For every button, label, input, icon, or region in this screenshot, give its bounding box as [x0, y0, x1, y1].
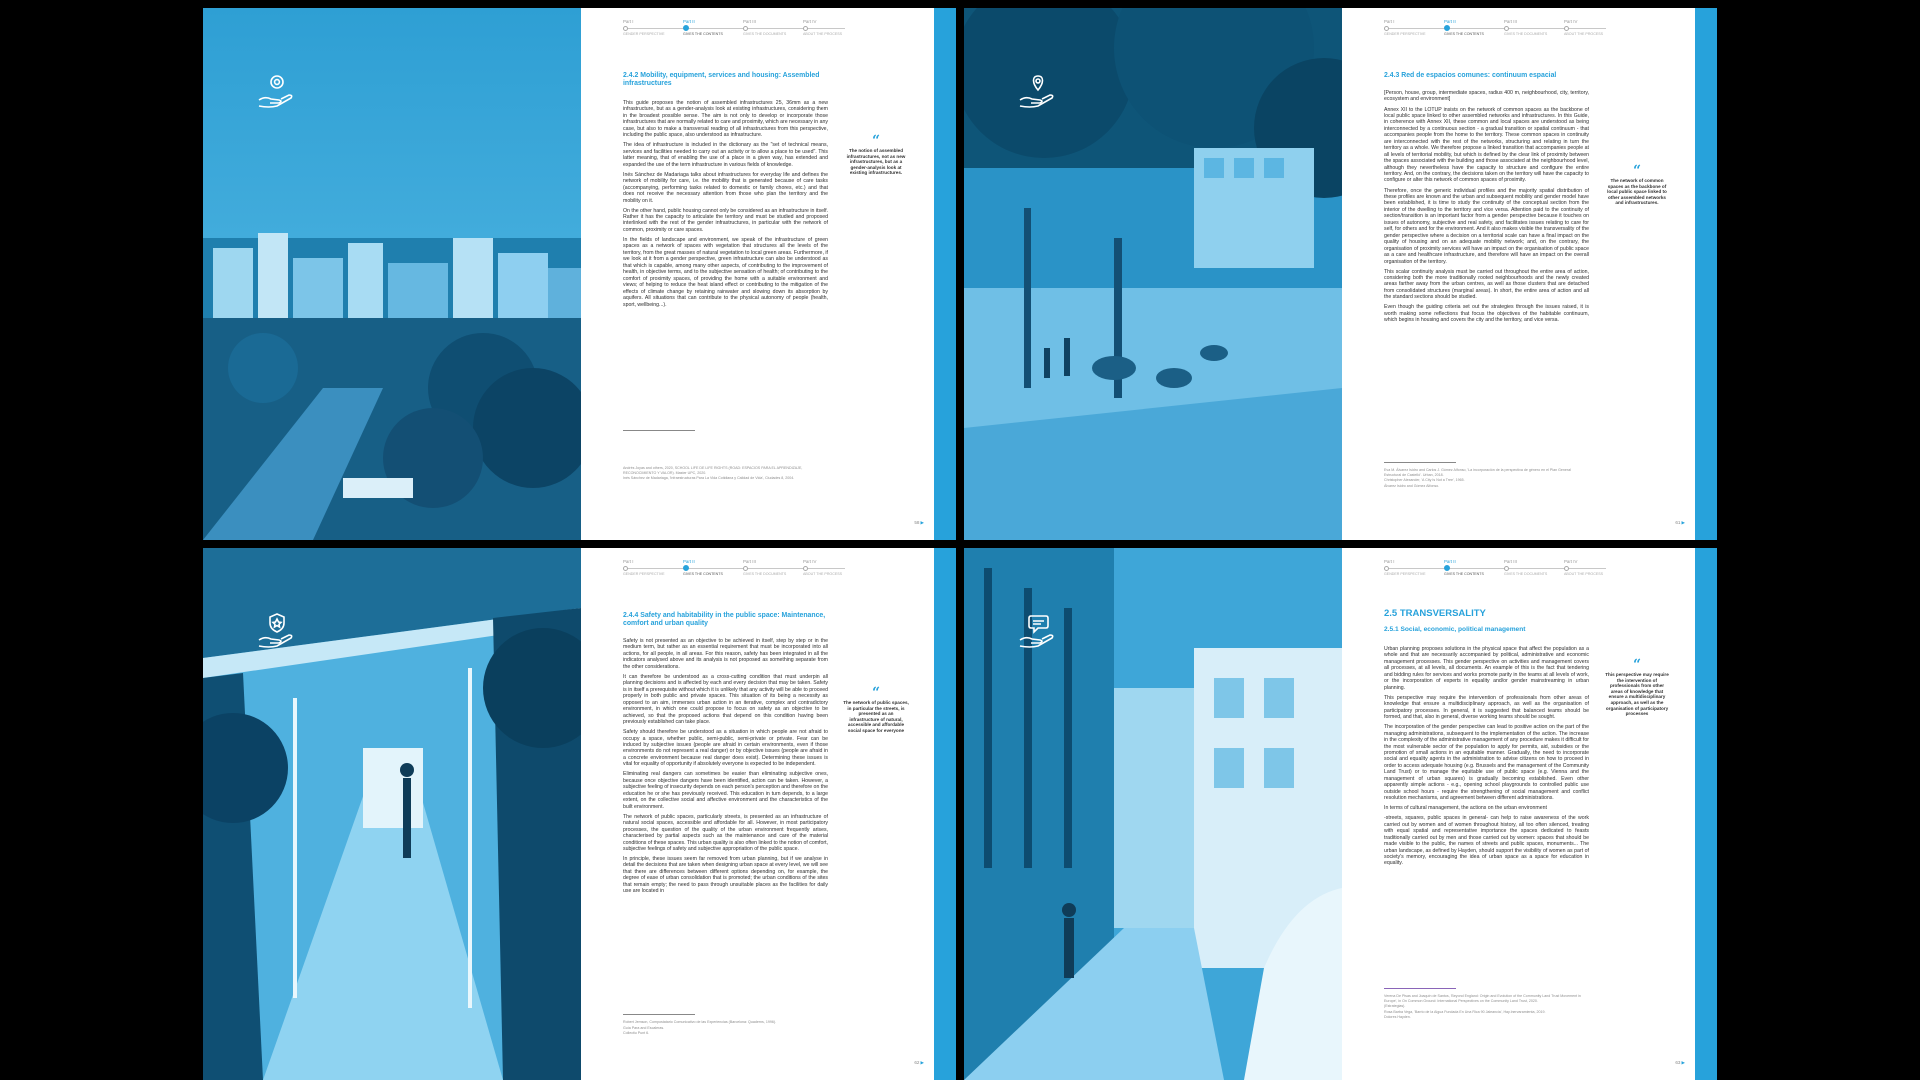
page-edge-accent [1695, 548, 1717, 1080]
pull-quote: “ The notion of assembled infrastructures, not as new infrastructures, but as a gender-analysis look at existing infrastructures. [843, 136, 909, 176]
nav-part-4[interactable]: Part IV ABOUT THE PROCESS [803, 19, 843, 36]
hand-gear-icon [255, 70, 297, 112]
part-navigation [1384, 558, 1606, 582]
paragraph: Safety should therefore be understood as a situation in which people are not afraid to occupy a space, whether public, semi-public, semi-private or private. Fear can be induced by subjective issues (people are afraid in certain environments, even if those environments do not represent a real danger) or by objective issues (people are afraid in a concrete environment because real danger does exist). Determining these issues is vital for equality of opportunity if absolutely everyone is expected to be independent. [623, 729, 828, 768]
hand-location-icon [1016, 70, 1058, 112]
section-title: 2.4.4 Safety and habitability in the public space: Maintenance, comfort and urban quality [623, 612, 826, 627]
pull-quote: “ This perspective may require the intervention of professionals from other areas of knowledge that ensure a multidisciplinary approach, as well as the organisation of participatory processes [1605, 657, 1669, 717]
footnote-rule [623, 430, 695, 431]
paragraph: Safety is not presented as an objective to be achieved in itself, step by step or in the medium term, but rather as an essential requirement that must be incorporated into all actions, for all people, in all areas. For this reason, safety has been integrated in all the indicators analysed above and its analysis is not proposed as something separate from the other considerations. [623, 638, 828, 670]
page-edge-accent [934, 8, 956, 540]
footnotes: Verena De Pisas and Joaquín de Santos, 'Beyond England: Origin and Evolution of the Community Land Trust Movement in Europe', in On Common Ground: International Perspectives on the Community Land Trust, 2020. (Estrategias). Rosa Barba Vega, 'Barrio de la Aigua Fundada En Una Rica 90 Jaleancia', Hay.Inervaramienta, 2019. Dolores Hayden. [1384, 994, 1581, 1020]
paragraph: Inés Sánchez de Madariaga talks about infrastructures for everyday life and defines the network of mobility for care, i.e. the mobility that is generated because of care tasks (accompanying, performing tasks related to domestic or family chores, etc.) and that does not receive the necessary attention from those who plan the territory and the mobility on it. [623, 171, 828, 204]
body-text [623, 100, 828, 312]
spread-mobility [203, 8, 956, 540]
section-title: 2.5.1 Social, economic, political management [1384, 626, 1526, 633]
nav-part-3[interactable]: Part III GIVES THE DOCUMENTS [743, 19, 787, 36]
chapter-title: 2.5 TRANSVERSALITY [1384, 608, 1486, 619]
paragraph: The incorporation of the gender perspective can lead to positive action on the part of the managing administrations, subsequent to the implementation of the action. The increase in the complexity of the administrative management of any procedure makes it difficult for the most vulnerable sector of the population to apply for permits, aid, subsidies or the promotion of small actions in an equitable manner. Gradually, the need to incorporate social and equality agents in the administration to advise citizens on how to proceed in order to access adequate housing (e.g. Brussels and the management of the Community Land Trust) or to manage the equitable use of public space (e.g. Vienna and the management of urban squares) is gradually becoming established. Even other apparently simple actions - e.g., opening school playgrounds to controlled public use outside school hours - require the strengthening of social management and conflict resolution mechanisms, and agreement between different administrations. [1384, 724, 1589, 802]
nav-part-4[interactable]: Part IV ABOUT THE PROCESS [1564, 559, 1604, 576]
paragraph: This guide proposes the notion of assembled infrastructures 25, 36mm as a new infrastructure, but as a gender-analysis look at existing infrastructures, considering them in the broadest possible sense. The aim is not only to develop or incorporate those infrastructures that are normally related to care and proximity, which are necessary in any case, but also to make a transversal reading of all infrastructures from this perspective, including the public space, also understood as infrastructure. [623, 100, 828, 139]
paragraph: Even though the guiding criteria set out the strategies through the issues raised, it is worth making some reflections that focus the objectives of the habitable continuum, which begins in housing and covers the city and the territory, and vice versa. [1384, 304, 1589, 324]
nav-part-2[interactable]: Part II GIVES THE CONTENTS [1444, 559, 1484, 576]
section-title: 2.4.3 Red de espacios comunes: continuum espacial [1384, 72, 1557, 79]
nav-part-1[interactable]: Part I GENDER PERSPECTIVE [1384, 19, 1426, 36]
paragraph: Eliminating real dangers can sometimes be easier than eliminating subjective ones, because once objective dangers have been identified, action can be taken. However, a subjective feeling of insecurity depends on each person's perception and therefore on the education he or she has previously received. This education in turn depends, to a large extent, on the collective social and affective environment and the characteristics of the built environment. [623, 771, 828, 810]
paragraph: This scalar continuity analysis must be carried out throughout the entire area of action, considering both the more traditionally rooted neighbourhoods and the newly created areas farther away from the urban centres, as well as those clusters that are detached from consolidated structures (marginal areas). In short, the entire area of action and all the standard sections should be studied. [1384, 268, 1589, 301]
photo-street [964, 548, 1342, 1080]
nav-part-2[interactable]: Part II GIVES THE CONTENTS [683, 559, 723, 576]
page-edge-accent [1695, 8, 1717, 540]
nav-part-4[interactable]: Part IV ABOUT THE PROCESS [1564, 19, 1604, 36]
hand-shield-icon [255, 610, 297, 652]
page-62 [581, 548, 956, 1080]
footnote-rule [623, 1014, 695, 1015]
footnotes: Robert Jemson, Compostatario Comunicativo de las Experiencias (Barcelona: Quaderns, 1996). Guía Para and Escaleras. Collectiu Punt 6. [623, 1020, 777, 1036]
paragraph: In the fields of landscape and environment, we speak of the infrastructure of green spaces as a network of spaces with vegetation that structures all the levels of the territory, from the great masses of natural vegetation to local green areas. Furthermore, if we look at it from a gender perspective, green infrastructure can also be understood as that which is capable, among many other aspects, of contributing to the improvement of health, in objective terms, and to the subjective sensation of health; of contributing to the comfort of proximity spaces, of providing the home with a suitable environment and views; of helping to reduce the heat island effect or contributing to the mitigation of the effects of climate change by retaining rainwater and slowing down its absorption by aquifers. All situations that can contribute to the physical autonomy of people (health, sport, wellbeing...). [623, 236, 828, 308]
footnotes: Eva M. Álvarez Isidro and Carlos J. Gómez Alfonso, 'La incorporación de la perspectiva de género en el Plan General Estructural de Castelló'. Urban, 2018. Christopher Alexander, 'A City Is Not a Tree', 1965. Álvarez Isidro and Gómez Alfonso. [1384, 468, 1571, 488]
page-58 [581, 8, 956, 540]
spread-safety [203, 548, 956, 1080]
paragraph: The idea of infrastructure is included in the dictionary as the "set of technical means, services and facilities needed to carry out an activity or to allow a place to be used". This latter meaning, that of enabling the use of a place in a given way, has extended and expanded the use of the term infrastructure in various fields of knowledge. [623, 142, 828, 168]
paragraph: Annex XII to the LOTUP insists on the network of common spaces as the backbone of local public space linked to other assembled networks and infrastructures. In this Guide, in coherence with Annex XII, these common and local spaces are understood as being interconnected by a continuous section - a gradual transition or spatial continuum - that accompanies people from the home to the territory. These common spaces in continuity are interconnected with the rest of the networks, structuring and relating in turn the territory as a whole. We therefore propose a linked transition that accompanies people at all levels of territorial mobility, but which is defined by the clear link of proximity between the spaces associated with the building and those associated at the neighbourhood level, although they nevertheless have the capacity to structure and configure the entire territory. And, on the contrary, the decisions taken on the territory will have the capacity to configure or alter this network of common spaces of proximity. [1384, 106, 1589, 184]
pull-quote: “ The network of public spaces, in particular the streets, is presented as an infrastructure of natural, accessible and affordable social space for everyone [843, 685, 909, 733]
nav-part-3[interactable]: Part III GIVES THE DOCUMENTS [743, 559, 787, 576]
paragraph: The network of public spaces, particularly streets, is presented as an infrastructure of natural social spaces, accessible and affordable for all. However, in most participatory processes, the question of the quality of the urban environment frequently arises, characterised by partial aspects such as the maintenance and care of the material conditions of these spaces. This urban quality is also often linked to the notion of comfort, subjective feelings of safety and subjective appropriation of the public space. [623, 813, 828, 852]
paragraph: This perspective may require the intervention of professionals from other areas of knowledge that ensure a multidisciplinary approach, as well as the organisation of participatory processes. In general, it is suggested that balanced teams should be formed, and that, also in general, diverse working teams should be sought. [1384, 694, 1589, 721]
spread-common-spaces [964, 8, 1717, 540]
page-number: 61▶ [1675, 520, 1685, 525]
photo-plaza [964, 8, 1342, 540]
nav-part-1[interactable]: Part I GENDER PERSPECTIVE [623, 19, 665, 36]
paragraph: It can therefore be understood as a cross-cutting condition that must underpin all planning decisions and is affected by each and every decision that may be taken. Safety is in itself a prerequisite without which it is unlikely that any activity will be able to proceed properly in both public and private spaces. This situation of its being a necessity as opposed to an aim, immerses urban action in an iterative, complex and contradictory environment, in which one could propose to focus on safety as an objective to be achieved, so that the proposed actions that depend on this condition having been previously established can take place. [623, 673, 829, 726]
page-number: 58▶ [914, 520, 924, 525]
paragraph: -streets, squares, public spaces in general- can help to raise awareness of the work carried out by women and of women throughout history, all too often silenced, treating with equal spatial and representative importance the spaces dedicated to feasts traditionally carried out by men and those carried out by women: spaces that should be made visible to the public, the names of streets and public spaces, monuments... The urban landscape, as defined by Hayden, should support the visibility of women as part of society's memory, encouraging the idea of urban space as a space for education in equality. [1384, 815, 1589, 867]
body-text [1384, 90, 1589, 327]
hand-chat-icon [1016, 610, 1058, 652]
arrow-right-icon: ▶ [1681, 1060, 1685, 1065]
part-navigation [623, 558, 845, 582]
page-edge-accent [934, 548, 956, 1080]
page-number: 62▶ [914, 1060, 924, 1065]
quote-icon: “ [1632, 657, 1642, 673]
paragraph: Urban planning proposes solutions in the physical space that affect the population as a whole and that are necessarily accompanied by political, administrative and economic management processes. This gender perspective on activities and management covers all processes, at all levels, all documents. An example of this is the fact that tendering and bidding rules for services and works promote parity in the teams at all levels of work, or the incorporation of experts in equality and/or gender mainstreaming in urban planning. [1384, 646, 1589, 691]
page-63 [1342, 548, 1717, 1080]
paragraph: [Person, house, group, intermediate spaces, radius 400 m, neighbourhood, city, territory, ecosystem and environment] [1384, 90, 1589, 103]
paragraph: Therefore, once the generic individual profiles and the majority spatial distribution of these profiles are known and the urban and subsequent mobility and gender model have been established, it is time to study the continuity of the conceptual section from the interior of the dwelling to the territory and vice versa. Attention paid to the continuity of section/transition is an important factor from a gender perspective because it touches on issues of autonomy, subjective and real safety, and facilitates issues relating to care for self, for others and for the environment. And it also makes visible the transversality of the gender perspective where a decision on a territorial scale can have a final impact on the quality of housing and on an adequate mobility network; and, on the contrary, the organisation of proximity services will have an impact on the organisation of public space as a care and healthcare infrastructure, and therefore will have an impact on the overall organisation of the territory. [1384, 187, 1589, 265]
quote-icon: “ [1632, 163, 1642, 179]
nav-part-2[interactable]: Part II GIVES THE CONTENTS [683, 19, 723, 36]
page-number: 63▶ [1675, 1060, 1685, 1065]
arrow-right-icon: ▶ [1681, 520, 1685, 525]
section-title: 2.4.2 Mobility, equipment, services and housing: Assembled infrastructures [623, 72, 820, 87]
nav-part-2[interactable]: Part II GIVES THE CONTENTS [1444, 19, 1484, 36]
page-61 [1342, 8, 1717, 540]
nav-part-4[interactable]: Part IV ABOUT THE PROCESS [803, 559, 843, 576]
part-navigation [623, 18, 845, 42]
nav-part-3[interactable]: Part III GIVES THE DOCUMENTS [1504, 559, 1548, 576]
part-navigation [1384, 18, 1606, 42]
footnote-rule [1384, 462, 1456, 463]
quote-icon: “ [871, 133, 881, 149]
nav-part-1[interactable]: Part I GENDER PERSPECTIVE [623, 559, 665, 576]
body-text [623, 638, 828, 898]
spread-transversality [964, 548, 1717, 1080]
quote-icon: “ [871, 685, 881, 701]
photo-pergola-walkway [203, 548, 581, 1080]
pull-quote: “ The network of common spaces as the backbone of local public space linked to other assembled networks and infrastructures. [1604, 166, 1670, 206]
paragraph: In principle, these issues seem far removed from urban planning, but if we analyse in detail the decisions that are taken when designing urban space at every level, we will see that there are differences between different options depending on, for example, the degree of ease of urban consolidation that is promoted; the urban conditions of the sites that remain empty; the need to pass through unsuitable places as the facilities for daily use are located in [623, 856, 828, 895]
nav-part-1[interactable]: Part I GENDER PERSPECTIVE [1384, 559, 1426, 576]
arrow-right-icon: ▶ [920, 520, 924, 525]
paragraph: In terms of cultural management, the actions on the urban environment [1384, 805, 1547, 812]
footnotes: Andrés Joyas and others, 2020, SCHOOL LIFE DE LIFE RIGHTS (ROAD: ESPACIOS PARA EL APRENDIZAJE, RECONOCIMIENTO Y VALOR). Master UPC, 2020. Inés Sánchez de Madariaga, 'Infraestructuras Para La Vida Cotidiana y Calidad de Vida', Ciudades 8, 2004. [623, 466, 803, 481]
nav-part-3[interactable]: Part III GIVES THE DOCUMENTS [1504, 19, 1548, 36]
arrow-right-icon: ▶ [920, 1060, 924, 1065]
body-text [1384, 646, 1589, 870]
paragraph: On the other hand, public housing cannot only be considered as an infrastructure in itself. Rather it has the capacity to articulate the territory and must be studied and proposed interlinked with the rest of the gender infrastructures, in particular with the network of common, proximity or care spaces. [623, 207, 828, 233]
footnote-rule [1384, 988, 1456, 989]
photo-cityscape [203, 8, 581, 540]
